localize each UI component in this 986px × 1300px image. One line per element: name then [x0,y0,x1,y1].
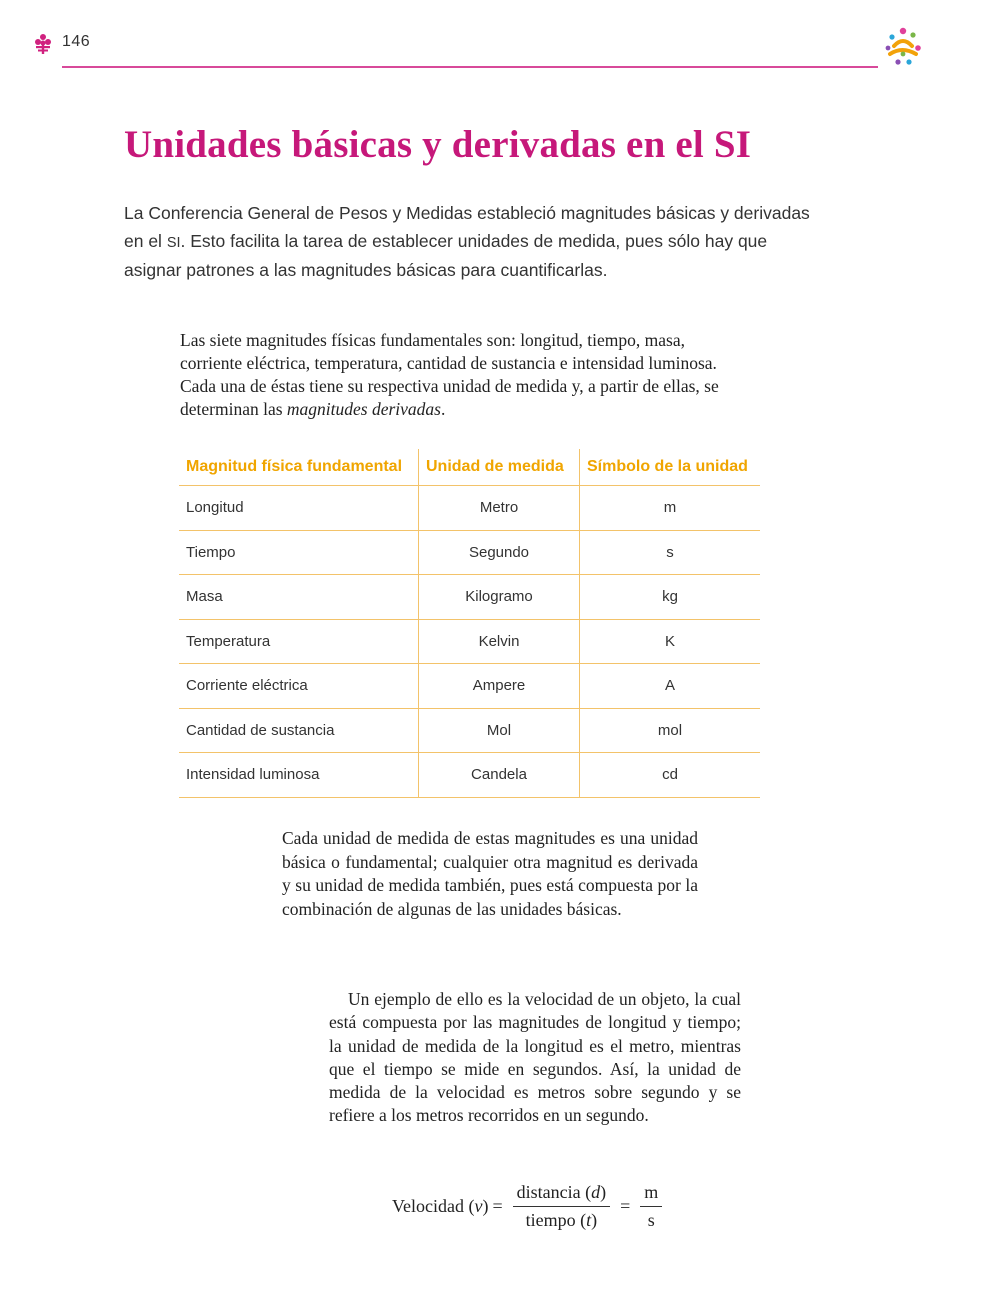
page-number: 146 [62,33,91,50]
magnitude-cell: Masa [179,575,419,620]
fundamental-magnitudes-paragraph [180,329,740,421]
intro-part1: La Conferencia General de Pesos y Medidas estableció magnitudes básicas y derivadas en el [124,203,810,251]
unit-cell: Ampere [419,664,580,709]
magnitude-cell: Cantidad de sustancia [179,708,419,753]
table-row [179,530,760,575]
header-rule [62,66,878,68]
magnitude-cell: Tiempo [179,530,419,575]
page-title [124,122,751,167]
formula-lhs-word: Velocidad [392,1195,464,1216]
unit-fraction [640,1182,662,1231]
magnitude-cell: Intensidad luminosa [179,753,419,798]
unit-denominator: s [647,1209,655,1230]
table-row [179,664,760,709]
distance-over-time-fraction [513,1182,610,1231]
symbol-cell: m [580,486,761,531]
column-header: Magnitud física fundamental [179,449,419,486]
table-row [179,619,760,664]
symbol-cell: A [580,664,761,709]
unit-numerator: m [640,1182,662,1207]
si-units-table [179,449,760,798]
symbol-cell: K [580,619,761,664]
unit-cell: Mol [419,708,580,753]
table-row [179,708,760,753]
symbol-cell: kg [580,575,761,620]
velocity-formula [392,1180,668,1232]
column-header: Unidad de medida [419,449,580,486]
table-header-row [179,449,760,486]
table-row [179,575,760,620]
title-si: SI [713,123,752,166]
colorful-dots-logo-icon [880,24,926,70]
table-row [179,753,760,798]
title-text: Unidades básicas y derivadas en el [124,123,714,166]
table-row [179,486,760,531]
fraction-numerator: distancia (d) [513,1182,610,1207]
denominator-word: tiempo [525,1209,576,1230]
magnitude-cell: Longitud [179,486,419,531]
floral-ornament-icon [33,33,53,55]
formula-lhs: Velocidad (v) [392,1195,489,1216]
symbol-cell: s [580,530,761,575]
fraction-denominator: tiempo (t) [525,1209,598,1230]
intro-paragraph [124,200,824,285]
denominator-var: t [586,1209,592,1230]
unit-cell: Candela [419,753,580,798]
numerator-var: d [591,1181,601,1202]
intro-si: SI [166,234,181,251]
column-header: Símbolo de la unidad [580,449,761,486]
intro-part2: . Esto facilita la tarea de establecer unidades de medida, pues sólo hay que asignar patrones a las magnitudes básicas para cuantificarlas. [124,230,768,280]
unit-cell: Kelvin [419,619,580,664]
derived-units-paragraph: Cada unidad de medida de estas magnitudes es una unidad básica o fundamental; cualquier otra magnitud es derivada y su unidad de medida también, pues está compuesta por la combinación de algunas de las unidades básicas. [282,828,698,919]
equals-sign: = [620,1195,631,1216]
unit-cell: Segundo [419,530,580,575]
magnitude-cell: Corriente eléctrica [179,664,419,709]
symbol-cell: cd [580,753,761,798]
formula-lhs-var: v [474,1195,483,1216]
magnitude-cell: Temperatura [179,619,419,664]
unit-cell: Kilogramo [419,575,580,620]
velocity-example-paragraph: Un ejemplo de ello es la velocidad de un objeto, la cual está compuesta por las magnitudes de longitud y tiempo; la unidad de medida de la longitud es el metro, mientras que el tiempo se mide en segundos. Así, la unidad de medida de la velocidad es metros sobre segundo y se refiere a los metros recorridos en un segundo. [329,989,741,1126]
unit-cell: Metro [419,486,580,531]
equals-sign: = [492,1195,503,1216]
para1-end: . [441,399,446,419]
para1-text: Las siete magnitudes físicas fundamentales son: longitud, tiempo, masa, corriente eléctrica, temperatura, cantidad de sustancia e intensidad luminosa. Cada una de éstas tiene su respectiva unidad de medida y, a partir de ellas, se determinan las [180,330,719,419]
numerator-word: distancia [516,1181,581,1202]
symbol-cell: mol [580,708,761,753]
para1-emphasis: magnitudes derivadas [286,399,441,419]
